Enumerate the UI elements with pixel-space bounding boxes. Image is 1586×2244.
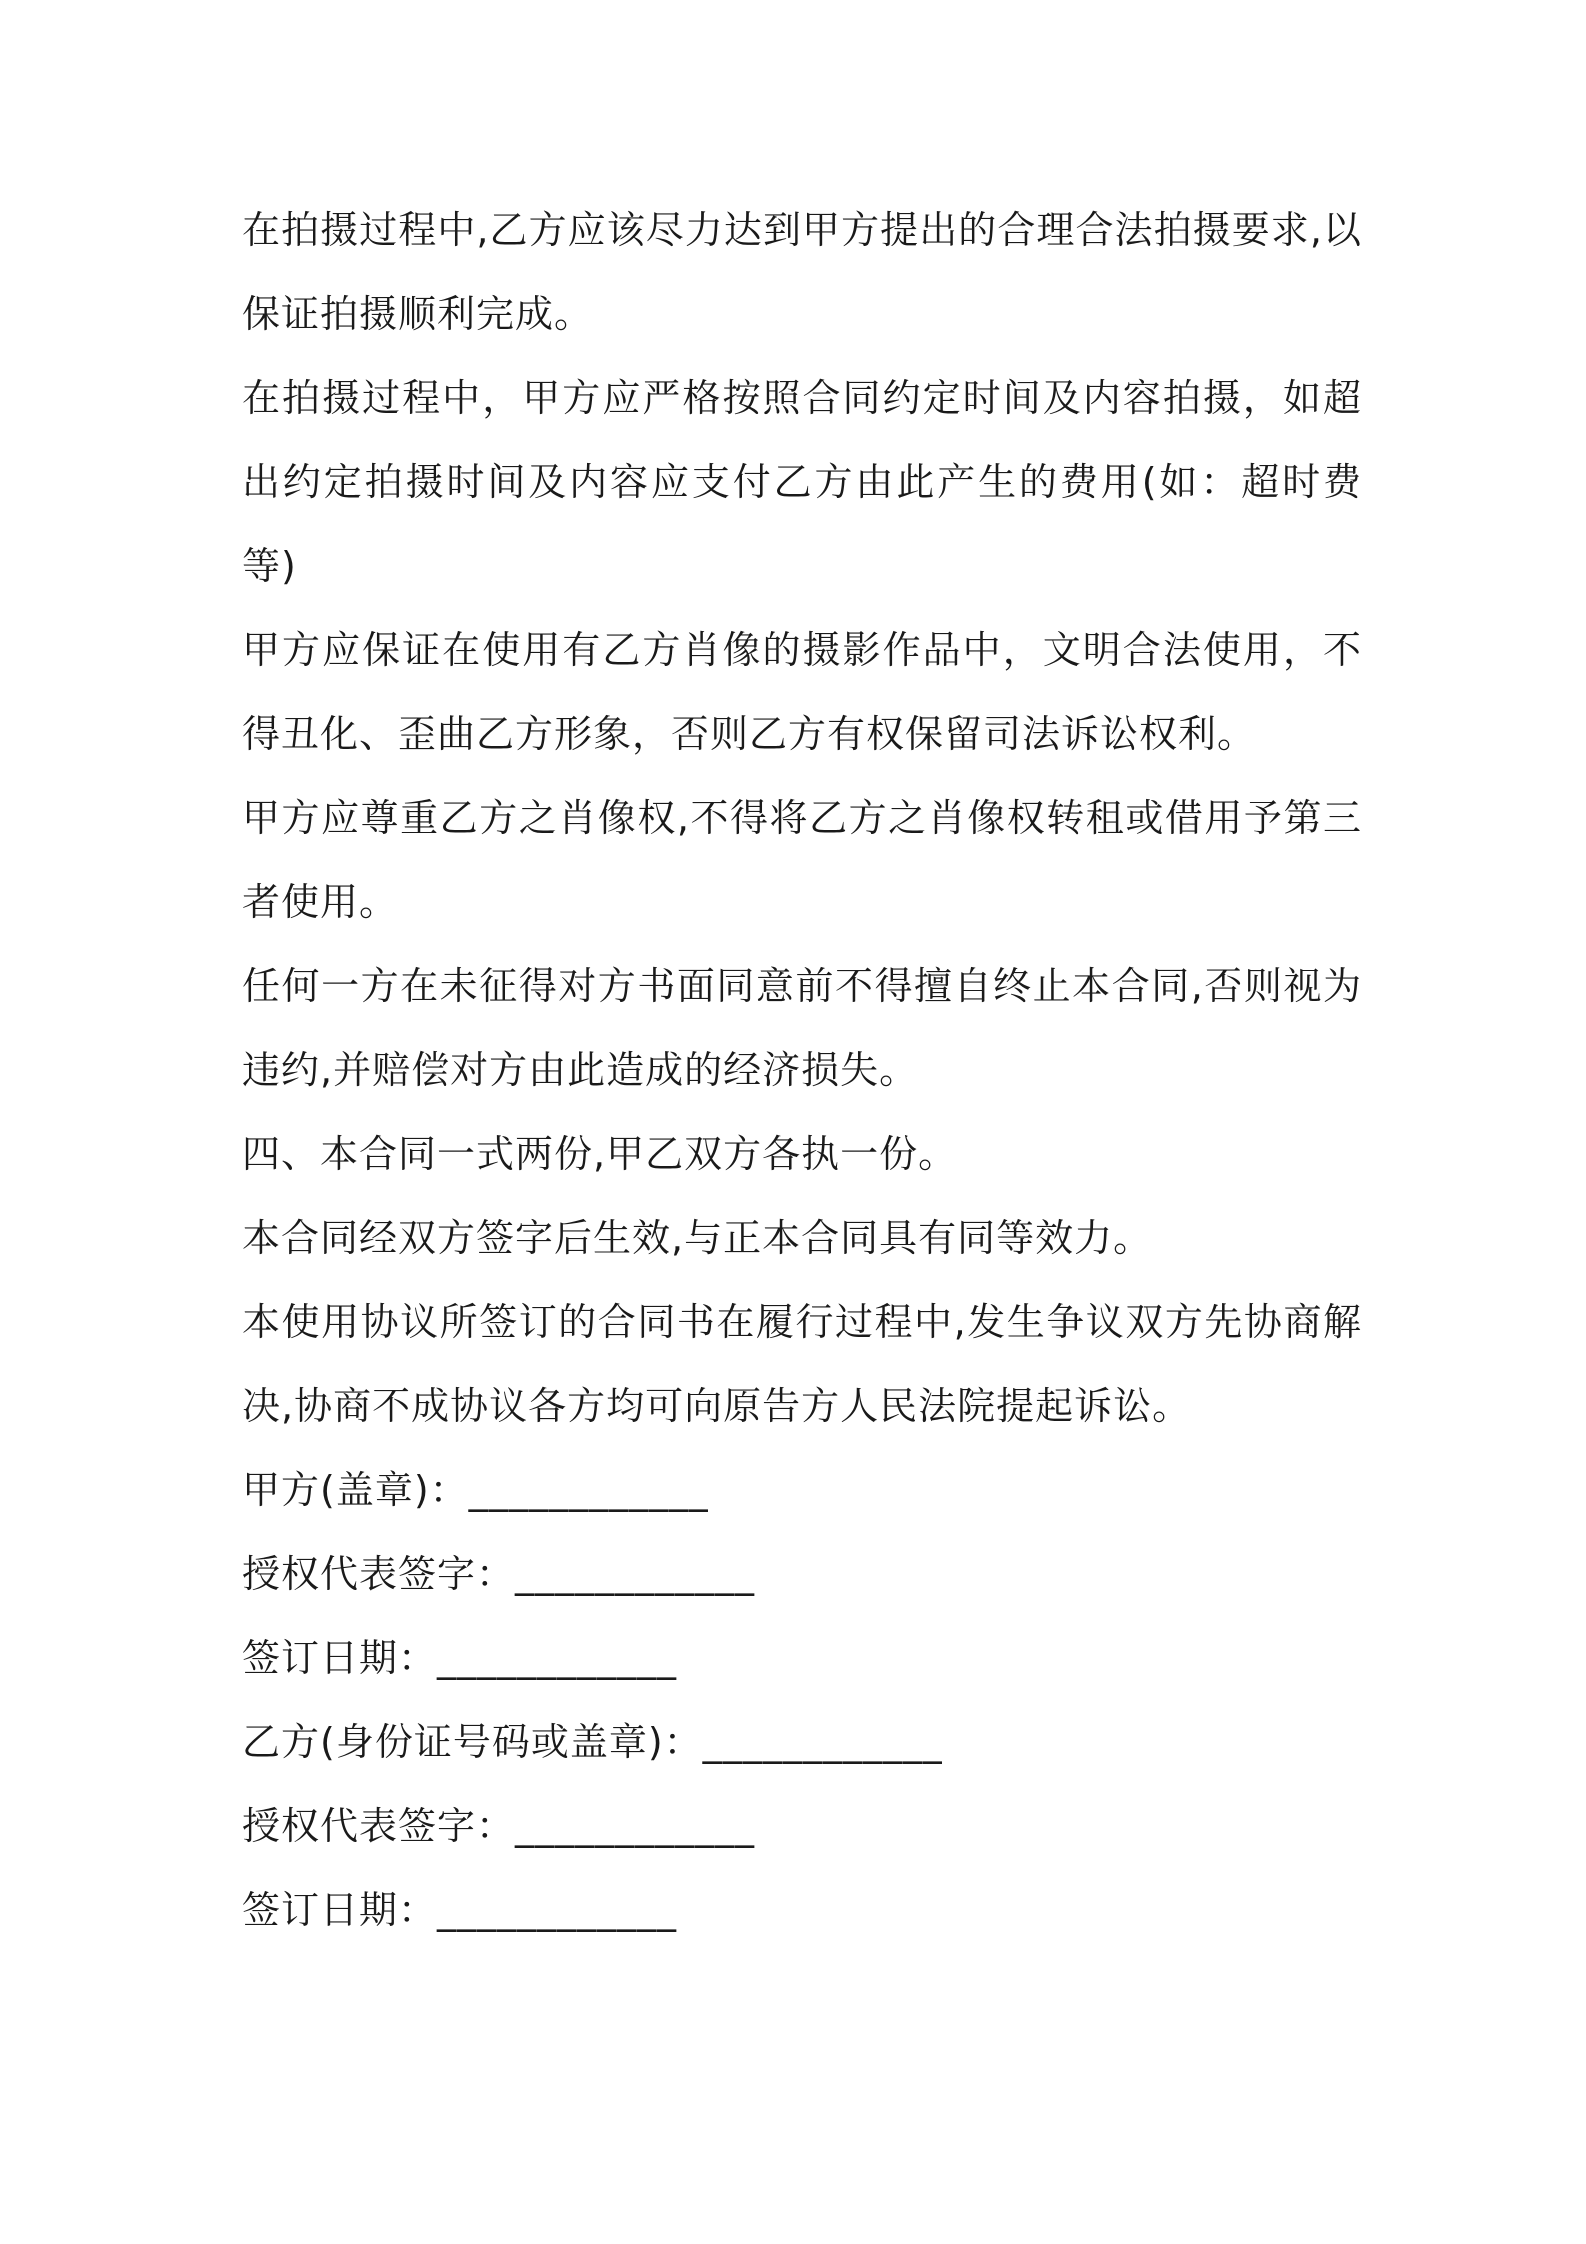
paragraph-dispute: 本使用协议所签订的合同书在履行过程中,发生争议双方先协商解决,协商不成协议各方均可向原告方人民法院提起诉讼。 bbox=[242, 1300, 1362, 1428]
party-a-representative-field: 授权代表签字：____________ bbox=[242, 1552, 756, 1596]
paragraph-effectiveness: 本合同经双方签字后生效,与正本合同具有同等效力。 bbox=[242, 1216, 1153, 1260]
paragraph-civilized-use: 甲方应保证在使用有乙方肖像的摄影作品中，文明合法使用，不得丑化、歪曲乙方形象，否则乙方有权保留司法诉讼权利。 bbox=[242, 628, 1362, 756]
paragraph-termination: 任何一方在未征得对方书面同意前不得擅自终止本合同,否则视为违约,并赔偿对方由此造成的经济损失。 bbox=[242, 964, 1362, 1092]
paragraph-portrait-rights: 甲方应尊重乙方之肖像权,不得将乙方之肖像权转租或借用予第三者使用。 bbox=[242, 796, 1362, 924]
party-b-date-field: 签订日期：____________ bbox=[242, 1888, 678, 1932]
paragraph-shooting-requirements: 在拍摄过程中,乙方应该尽力达到甲方提出的合理合法拍摄要求,以保证拍摄顺利完成。 bbox=[242, 208, 1362, 336]
party-b-id-field: 乙方(身份证号码或盖章)：____________ bbox=[242, 1720, 943, 1764]
paragraph-copies: 四、本合同一式两份,甲乙双方各执一份。 bbox=[242, 1132, 958, 1176]
party-a-seal-field: 甲方(盖章)：____________ bbox=[242, 1468, 709, 1512]
party-a-date-field: 签订日期：____________ bbox=[242, 1636, 678, 1680]
document-body bbox=[242, 188, 1362, 1952]
party-b-representative-field: 授权代表签字：____________ bbox=[242, 1804, 756, 1848]
paragraph-shooting-time: 在拍摄过程中，甲方应严格按照合同约定时间及内容拍摄，如超出约定拍摄时间及内容应支付乙方由此产生的费用(如：超时费等) bbox=[242, 376, 1362, 588]
